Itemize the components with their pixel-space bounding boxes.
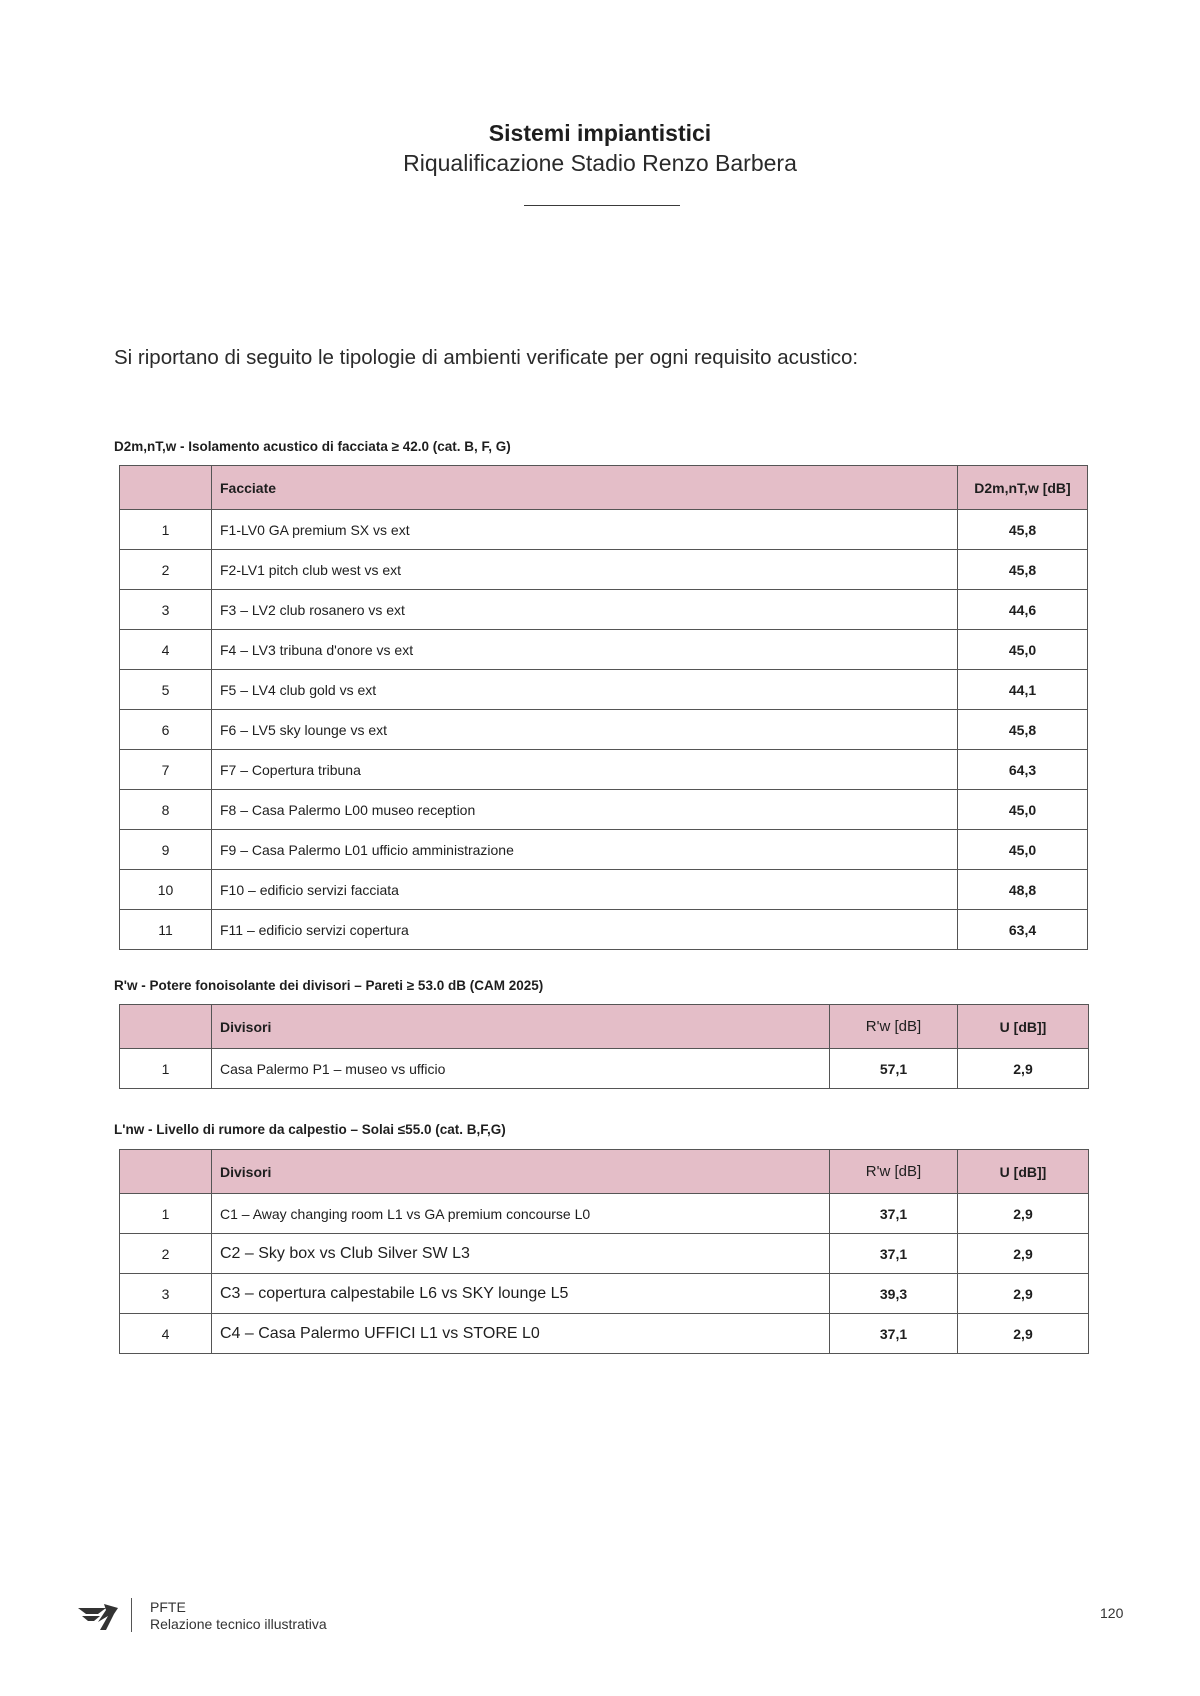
table-row — [120, 670, 1088, 710]
row-value: 57,1 — [830, 1049, 958, 1089]
row-description: C3 – copertura calpestabile L6 vs SKY lounge L5 — [212, 1274, 830, 1314]
row-description: F5 – LV4 club gold vs ext — [212, 670, 958, 710]
table-row — [120, 1194, 1089, 1234]
row-value: 45,8 — [958, 550, 1088, 590]
section-heading-impact-noise: L'nw - Livello di rumore da calpestio – Solai ≤55.0 (cat. B,F,G) — [114, 1122, 506, 1137]
column-header-divisori: Divisori — [212, 1150, 830, 1194]
column-header-divisori: Divisori — [212, 1005, 830, 1049]
column-header-uncertainty: U [dB]] — [958, 1150, 1089, 1194]
intro-paragraph: Si riportano di seguito le tipologie di ambienti verificate per ogni requisito acustico: — [114, 346, 859, 369]
row-description: C4 – Casa Palermo UFFICI L1 vs STORE L0 — [212, 1314, 830, 1354]
row-uncertainty: 2,9 — [958, 1194, 1089, 1234]
table-facade-insulation — [119, 465, 1088, 950]
row-value: 45,8 — [958, 710, 1088, 750]
page-subtitle: Riqualificazione Stadio Renzo Barbera — [403, 150, 797, 176]
row-value: 37,1 — [830, 1194, 958, 1234]
footer-doc-title: Relazione tecnico illustrativa — [150, 1616, 327, 1632]
table-row — [120, 830, 1088, 870]
row-value: 48,8 — [958, 870, 1088, 910]
table-row — [120, 630, 1088, 670]
row-number: 3 — [120, 590, 212, 630]
row-uncertainty: 2,9 — [958, 1234, 1089, 1274]
row-value: 45,0 — [958, 630, 1088, 670]
table-row — [120, 870, 1088, 910]
row-description: C1 – Away changing room L1 vs GA premium concourse L0 — [212, 1194, 830, 1234]
row-description: F2-LV1 pitch club west vs ext — [212, 550, 958, 590]
row-number: 2 — [120, 1234, 212, 1274]
row-description: F6 – LV5 sky lounge vs ext — [212, 710, 958, 750]
row-number: 4 — [120, 630, 212, 670]
table-header-row — [120, 1150, 1089, 1194]
page-number: 120 — [1100, 1605, 1124, 1621]
page-header — [0, 118, 1200, 178]
section-heading-partitions: R'w - Potere fonoisolante dei divisori – Pareti ≥ 53.0 dB (CAM 2025) — [114, 978, 544, 993]
row-description: Casa Palermo P1 – museo vs ufficio — [212, 1049, 830, 1089]
row-value: 64,3 — [958, 750, 1088, 790]
row-value: 44,1 — [958, 670, 1088, 710]
table-row — [120, 510, 1088, 550]
table-row — [120, 1049, 1089, 1089]
column-header-number — [120, 1005, 212, 1049]
row-number: 1 — [120, 1049, 212, 1089]
row-description: F9 – Casa Palermo L01 ufficio amministrazione — [212, 830, 958, 870]
footer-doc-type: PFTE — [150, 1599, 186, 1615]
eagle-logo-icon — [76, 1598, 120, 1632]
row-uncertainty: 2,9 — [958, 1274, 1089, 1314]
row-description: C2 – Sky box vs Club Silver SW L3 — [212, 1234, 830, 1274]
row-number: 8 — [120, 790, 212, 830]
row-value: 37,1 — [830, 1234, 958, 1274]
footer-document-info — [150, 1599, 327, 1633]
row-value: 45,8 — [958, 510, 1088, 550]
table-row — [120, 750, 1088, 790]
table-row — [120, 910, 1088, 950]
table-header-row — [120, 466, 1088, 510]
row-number: 1 — [120, 1194, 212, 1234]
row-number: 3 — [120, 1274, 212, 1314]
table-row — [120, 550, 1088, 590]
row-number: 1 — [120, 510, 212, 550]
row-value: 63,4 — [958, 910, 1088, 950]
column-header-rw: R'w [dB] — [830, 1150, 958, 1194]
row-number: 11 — [120, 910, 212, 950]
row-value: 39,3 — [830, 1274, 958, 1314]
row-description: F10 – edificio servizi facciata — [212, 870, 958, 910]
row-number: 6 — [120, 710, 212, 750]
row-number: 9 — [120, 830, 212, 870]
table-row — [120, 1274, 1089, 1314]
row-description: F11 – edificio servizi copertura — [212, 910, 958, 950]
row-number: 2 — [120, 550, 212, 590]
column-header-rw: R'w [dB] — [830, 1005, 958, 1049]
column-header-number — [120, 466, 212, 510]
row-value: 45,0 — [958, 830, 1088, 870]
table-row — [120, 1314, 1089, 1354]
table-header-row — [120, 1005, 1089, 1049]
row-description: F7 – Copertura tribuna — [212, 750, 958, 790]
row-number: 10 — [120, 870, 212, 910]
row-value: 44,6 — [958, 590, 1088, 630]
column-header-number — [120, 1150, 212, 1194]
row-value: 45,0 — [958, 790, 1088, 830]
table-row — [120, 1234, 1089, 1274]
page-title: Sistemi impiantistici — [488, 120, 712, 146]
row-description: F8 – Casa Palermo L00 museo reception — [212, 790, 958, 830]
column-header-d2m: D2m,nT,w [dB] — [958, 466, 1088, 510]
table-row — [120, 790, 1088, 830]
row-number: 7 — [120, 750, 212, 790]
footer-divider — [131, 1598, 132, 1632]
row-description: F4 – LV3 tribuna d'onore vs ext — [212, 630, 958, 670]
row-number: 4 — [120, 1314, 212, 1354]
table-partition-insulation — [119, 1004, 1089, 1089]
row-description: F1-LV0 GA premium SX vs ext — [212, 510, 958, 550]
table-impact-noise — [119, 1149, 1089, 1354]
header-divider — [524, 205, 680, 206]
column-header-uncertainty: U [dB]] — [958, 1005, 1089, 1049]
column-header-facciate: Facciate — [212, 466, 958, 510]
row-uncertainty: 2,9 — [958, 1314, 1089, 1354]
table-row — [120, 590, 1088, 630]
row-number: 5 — [120, 670, 212, 710]
row-value: 37,1 — [830, 1314, 958, 1354]
table-row — [120, 710, 1088, 750]
row-uncertainty: 2,9 — [958, 1049, 1089, 1089]
section-heading-facade: D2m,nT,w - Isolamento acustico di facciata ≥ 42.0 (cat. B, F, G) — [114, 439, 511, 454]
row-description: F3 – LV2 club rosanero vs ext — [212, 590, 958, 630]
